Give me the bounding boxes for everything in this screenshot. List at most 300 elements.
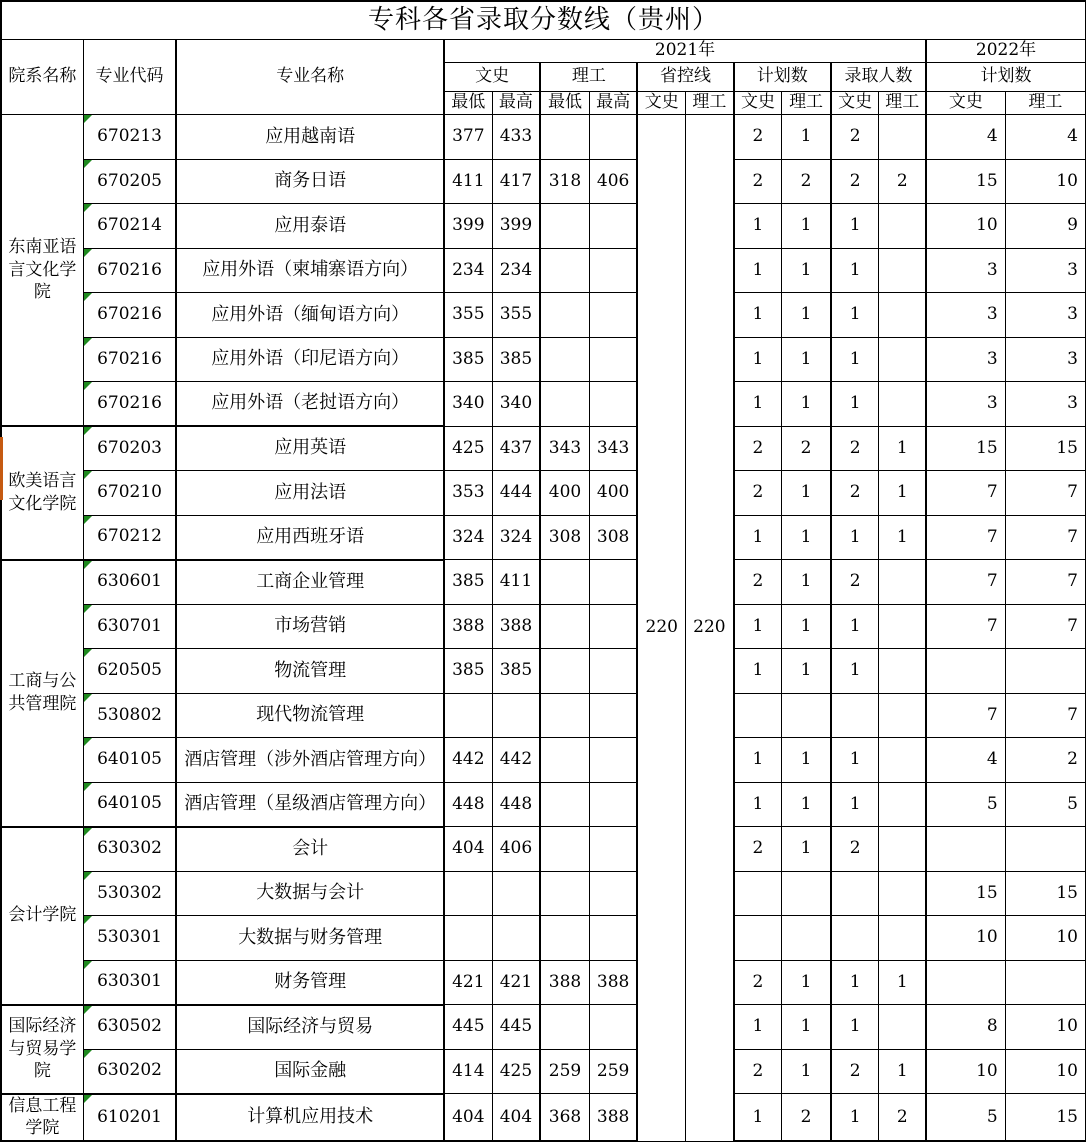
table-row [1, 248, 1086, 293]
admitted-lg-cell: 1 [879, 1049, 926, 1094]
text-as-number-corner-icon [84, 1050, 92, 1058]
lg-min-score-cell [540, 248, 589, 293]
lg-min-score-cell: 388 [540, 960, 589, 1005]
major-code: 630202 [97, 1060, 162, 1081]
group-header-admitted-count: 录取人数 [831, 63, 926, 92]
major-code: 530802 [97, 704, 162, 725]
plan-2022-ws-cell: 10 [926, 204, 1005, 249]
plan-2022-lg-cell: 3 [1005, 248, 1085, 293]
lg-min-score-cell: 368 [540, 1094, 589, 1142]
lg-min-score-cell [540, 649, 589, 694]
major-name-cell: 现代物流管理 [176, 693, 444, 738]
plan-2022-ws-cell: 10 [926, 916, 1005, 961]
admitted-ws-cell: 2 [831, 827, 879, 872]
subheader-lg-max: 最高 [589, 92, 637, 115]
plan-lg-cell: 1 [782, 115, 831, 160]
lg-min-score-cell [540, 1005, 589, 1050]
plan-ws-cell: 1 [734, 337, 782, 382]
plan-ws-cell: 1 [734, 604, 782, 649]
plan-2022-ws-cell: 15 [926, 426, 1005, 471]
admitted-lg-cell [879, 604, 926, 649]
table-row [1, 204, 1086, 249]
plan-lg-cell: 1 [782, 248, 831, 293]
major-code: 530301 [97, 927, 162, 948]
lg-max-score-cell [589, 560, 637, 605]
admitted-ws-cell: 2 [831, 159, 879, 204]
text-as-number-corner-icon [84, 1006, 92, 1014]
plan-2022-ws-cell: 7 [926, 471, 1005, 516]
plan-2022-lg-cell: 10 [1005, 1049, 1085, 1094]
major-code: 630302 [97, 838, 162, 859]
plan-lg-cell: 1 [782, 382, 831, 427]
plan-2022-ws-cell [926, 649, 1005, 694]
ws-min-score-cell [444, 693, 492, 738]
admitted-ws-cell: 2 [831, 115, 879, 160]
plan-2022-ws-cell: 5 [926, 782, 1005, 827]
lg-max-score-cell [589, 293, 637, 338]
lg-max-score-cell: 406 [589, 159, 637, 204]
admitted-lg-cell [879, 782, 926, 827]
major-code-cell [83, 471, 176, 516]
lg-min-score-cell [540, 916, 589, 961]
ws-max-score-cell: 324 [492, 515, 540, 560]
ws-min-score-cell: 377 [444, 115, 492, 160]
subheader-adm-lg: 理工 [879, 92, 926, 115]
plan-ws-cell: 1 [734, 204, 782, 249]
lg-min-score-cell: 343 [540, 426, 589, 471]
department-name-cell: 会计学院 [1, 827, 83, 1005]
major-code-cell [83, 515, 176, 560]
department-name-cell: 东南亚语言文化学院 [1, 115, 83, 427]
plan-lg-cell: 1 [782, 204, 831, 249]
major-code: 630502 [97, 1016, 162, 1037]
admitted-ws-cell: 1 [831, 1005, 879, 1050]
plan-2022-lg-cell: 4 [1005, 115, 1085, 160]
plan-2022-ws-cell [926, 827, 1005, 872]
major-name-cell: 商务日语 [176, 159, 444, 204]
ws-max-score-cell: 385 [492, 649, 540, 694]
lg-min-score-cell [540, 738, 589, 783]
text-as-number-corner-icon [84, 649, 92, 657]
major-code: 670205 [97, 170, 162, 191]
ws-min-score-cell: 340 [444, 382, 492, 427]
admitted-ws-cell [831, 871, 879, 916]
major-code: 530302 [97, 882, 162, 903]
plan-2022-ws-cell: 7 [926, 604, 1005, 649]
text-as-number-corner-icon [84, 561, 92, 569]
ws-max-score-cell: 437 [492, 426, 540, 471]
major-code-cell [83, 560, 176, 605]
lg-max-score-cell [589, 916, 637, 961]
plan-2022-ws-cell: 3 [926, 382, 1005, 427]
plan-ws-cell [734, 871, 782, 916]
plan-2022-lg-cell: 7 [1005, 515, 1085, 560]
lg-min-score-cell: 400 [540, 471, 589, 516]
plan-2022-ws-cell [926, 960, 1005, 1005]
major-code: 670214 [97, 215, 162, 236]
plan-2022-lg-cell: 7 [1005, 471, 1085, 516]
admitted-lg-cell [879, 738, 926, 783]
column-header-year-2021: 2021年 [444, 40, 926, 63]
ws-max-score-cell: 444 [492, 471, 540, 516]
major-code: 620505 [97, 660, 162, 681]
ws-max-score-cell [492, 916, 540, 961]
major-code: 670216 [97, 392, 162, 413]
table-row [1, 827, 1086, 872]
major-code-cell [83, 693, 176, 738]
text-as-number-corner-icon [84, 738, 92, 746]
table-row [1, 782, 1086, 827]
major-code-cell [83, 293, 176, 338]
lg-max-score-cell: 343 [589, 426, 637, 471]
text-as-number-corner-icon [84, 605, 92, 613]
plan-lg-cell: 1 [782, 471, 831, 516]
admitted-ws-cell [831, 693, 879, 738]
major-code-cell [83, 1005, 176, 1050]
ws-min-score-cell: 353 [444, 471, 492, 516]
major-name-cell: 应用外语（缅甸语方向） [176, 293, 444, 338]
major-name-cell: 大数据与会计 [176, 871, 444, 916]
major-code-cell [83, 916, 176, 961]
subheader-adm-ws: 文史 [831, 92, 879, 115]
lg-max-score-cell: 388 [589, 960, 637, 1005]
table-row [1, 337, 1086, 382]
lg-max-score-cell: 259 [589, 1049, 637, 1094]
plan-ws-cell: 2 [734, 471, 782, 516]
lg-min-score-cell [540, 337, 589, 382]
plan-2022-ws-cell: 5 [926, 1094, 1005, 1142]
lg-max-score-cell [589, 871, 637, 916]
plan-lg-cell: 1 [782, 649, 831, 694]
text-as-number-corner-icon [84, 961, 92, 969]
major-code-cell [83, 115, 176, 160]
lg-min-score-cell [540, 382, 589, 427]
text-as-number-corner-icon [84, 204, 92, 212]
major-code-cell [83, 871, 176, 916]
major-code: 640105 [97, 793, 162, 814]
plan-2022-lg-cell: 10 [1005, 159, 1085, 204]
text-as-number-corner-icon [84, 783, 92, 791]
plan-ws-cell: 2 [734, 960, 782, 1005]
table-row [1, 1049, 1086, 1094]
admitted-lg-cell [879, 693, 926, 738]
plan-ws-cell: 1 [734, 649, 782, 694]
lg-min-score-cell [540, 293, 589, 338]
ws-min-score-cell: 324 [444, 515, 492, 560]
major-name-cell: 酒店管理（星级酒店管理方向） [176, 782, 444, 827]
text-as-number-corner-icon [84, 916, 92, 924]
plan-lg-cell: 2 [782, 159, 831, 204]
plan-lg-cell: 1 [782, 560, 831, 605]
major-name-cell: 会计 [176, 827, 444, 872]
lg-max-score-cell [589, 337, 637, 382]
ws-max-score-cell: 385 [492, 337, 540, 382]
ws-min-score-cell: 448 [444, 782, 492, 827]
subheader-plan-ws: 文史 [734, 92, 782, 115]
department-name-cell: 信息工程学院 [1, 1094, 83, 1142]
ws-min-score-cell: 411 [444, 159, 492, 204]
lg-max-score-cell [589, 827, 637, 872]
admitted-ws-cell: 1 [831, 293, 879, 338]
lg-max-score-cell [589, 693, 637, 738]
plan-2022-ws-cell: 3 [926, 293, 1005, 338]
ws-min-score-cell: 385 [444, 337, 492, 382]
lg-min-score-cell: 259 [540, 1049, 589, 1094]
ws-max-score-cell [492, 871, 540, 916]
table-body [1, 115, 1086, 1142]
plan-2022-lg-cell: 10 [1005, 1005, 1085, 1050]
ws-max-score-cell: 355 [492, 293, 540, 338]
major-name-cell: 应用法语 [176, 471, 444, 516]
ws-max-score-cell: 433 [492, 115, 540, 160]
ws-min-score-cell: 385 [444, 649, 492, 694]
subheader-ctrl-lg: 理工 [686, 92, 734, 115]
table-row [1, 871, 1086, 916]
table-row [1, 560, 1086, 605]
major-code-cell [83, 782, 176, 827]
plan-lg-cell [782, 693, 831, 738]
major-code: 640105 [97, 749, 162, 770]
lg-max-score-cell [589, 1005, 637, 1050]
major-code-cell [83, 248, 176, 293]
admitted-ws-cell: 1 [831, 337, 879, 382]
column-header-code: 专业代码 [83, 40, 176, 115]
ws-min-score-cell: 404 [444, 1094, 492, 1142]
table-row [1, 1005, 1086, 1050]
page-title: 专科各省录取分数线（贵州） [1, 1, 1086, 40]
plan-lg-cell: 1 [782, 293, 831, 338]
admitted-lg-cell: 1 [879, 960, 926, 1005]
table-row [1, 960, 1086, 1005]
lg-max-score-cell [589, 649, 637, 694]
table-row [1, 693, 1086, 738]
lg-min-score-cell [540, 204, 589, 249]
table-row [1, 515, 1086, 560]
plan-lg-cell [782, 916, 831, 961]
table-row [1, 604, 1086, 649]
text-as-number-corner-icon [84, 160, 92, 168]
plan-ws-cell: 2 [734, 827, 782, 872]
subheader-ws-max: 最高 [492, 92, 540, 115]
ws-min-score-cell: 404 [444, 827, 492, 872]
plan-ws-cell: 1 [734, 782, 782, 827]
major-code-cell [83, 604, 176, 649]
major-code-cell [83, 426, 176, 471]
major-code: 630601 [97, 571, 162, 592]
plan-2022-lg-cell: 15 [1005, 871, 1085, 916]
lg-min-score-cell [540, 871, 589, 916]
ws-min-score-cell: 414 [444, 1049, 492, 1094]
subheader-p22-lg: 理工 [1005, 92, 1085, 115]
department-name-cell: 工商与公共管理院 [1, 560, 83, 827]
ws-min-score-cell: 442 [444, 738, 492, 783]
text-as-number-corner-icon [84, 115, 92, 123]
group-header-ligong: 理工 [540, 63, 637, 92]
admitted-lg-cell [879, 827, 926, 872]
plan-ws-cell: 1 [734, 1005, 782, 1050]
plan-ws-cell: 2 [734, 1049, 782, 1094]
ws-max-score-cell: 425 [492, 1049, 540, 1094]
major-name-cell: 应用泰语 [176, 204, 444, 249]
plan-ws-cell: 1 [734, 293, 782, 338]
plan-2022-ws-cell: 4 [926, 738, 1005, 783]
plan-ws-cell: 2 [734, 560, 782, 605]
major-code-cell [83, 337, 176, 382]
subheader-p22-ws: 文史 [926, 92, 1005, 115]
lg-max-score-cell: 308 [589, 515, 637, 560]
major-code: 610201 [97, 1106, 162, 1127]
admitted-ws-cell: 2 [831, 426, 879, 471]
column-header-dept: 院系名称 [1, 40, 83, 115]
table-row [1, 382, 1086, 427]
admitted-ws-cell: 1 [831, 604, 879, 649]
subheader-plan-lg: 理工 [782, 92, 831, 115]
plan-2022-ws-cell: 7 [926, 560, 1005, 605]
major-name-cell: 酒店管理（涉外酒店管理方向） [176, 738, 444, 783]
plan-lg-cell: 2 [782, 1094, 831, 1142]
table-title-row [1, 1, 1086, 40]
plan-2022-lg-cell: 5 [1005, 782, 1085, 827]
plan-lg-cell: 1 [782, 960, 831, 1005]
text-as-number-corner-icon [84, 872, 92, 880]
text-as-number-corner-icon [84, 471, 92, 479]
plan-ws-cell: 1 [734, 382, 782, 427]
text-as-number-corner-icon [84, 382, 92, 390]
major-code-cell [83, 1094, 176, 1142]
ws-max-score-cell: 442 [492, 738, 540, 783]
plan-2022-lg-cell: 7 [1005, 604, 1085, 649]
ws-min-score-cell: 388 [444, 604, 492, 649]
subheader-ctrl-ws: 文史 [637, 92, 685, 115]
plan-2022-ws-cell: 8 [926, 1005, 1005, 1050]
ws-min-score-cell: 421 [444, 960, 492, 1005]
major-code: 670212 [97, 526, 162, 547]
plan-2022-lg-cell: 7 [1005, 560, 1085, 605]
plan-lg-cell: 1 [782, 515, 831, 560]
table-row [1, 115, 1086, 160]
plan-ws-cell [734, 693, 782, 738]
major-code-cell [83, 827, 176, 872]
major-name-cell: 应用外语（老挝语方向） [176, 382, 444, 427]
lg-min-score-cell [540, 115, 589, 160]
admitted-lg-cell [879, 204, 926, 249]
group-header-control-line: 省控线 [637, 63, 733, 92]
ws-min-score-cell: 445 [444, 1005, 492, 1050]
plan-lg-cell: 1 [782, 738, 831, 783]
plan-2022-ws-cell: 15 [926, 871, 1005, 916]
department-name-cell: 欧美语言文化学院 [1, 426, 83, 560]
subheader-lg-min: 最低 [540, 92, 589, 115]
lg-min-score-cell: 308 [540, 515, 589, 560]
ws-max-score-cell: 404 [492, 1094, 540, 1142]
major-name-cell: 应用英语 [176, 426, 444, 471]
group-header-plan-count: 计划数 [734, 63, 831, 92]
group-header-wenshi: 文史 [444, 63, 540, 92]
plan-2022-lg-cell [1005, 649, 1085, 694]
major-code-cell [83, 204, 176, 249]
ws-max-score-cell: 445 [492, 1005, 540, 1050]
table-row [1, 159, 1086, 204]
plan-2022-lg-cell: 7 [1005, 693, 1085, 738]
text-as-number-corner-icon [84, 516, 92, 524]
admitted-lg-cell [879, 293, 926, 338]
lg-max-score-cell [589, 382, 637, 427]
plan-2022-lg-cell: 3 [1005, 293, 1085, 338]
ws-max-score-cell: 388 [492, 604, 540, 649]
plan-2022-lg-cell: 3 [1005, 337, 1085, 382]
admitted-lg-cell: 1 [879, 471, 926, 516]
plan-ws-cell: 2 [734, 159, 782, 204]
plan-lg-cell: 1 [782, 337, 831, 382]
plan-2022-lg-cell: 2 [1005, 738, 1085, 783]
plan-ws-cell: 2 [734, 426, 782, 471]
department-name-cell: 国际经济与贸易学院 [1, 1005, 83, 1094]
plan-ws-cell [734, 916, 782, 961]
major-code: 670216 [97, 348, 162, 369]
admitted-ws-cell: 1 [831, 1094, 879, 1142]
major-name-cell: 应用西班牙语 [176, 515, 444, 560]
lg-max-score-cell [589, 782, 637, 827]
plan-2022-lg-cell: 15 [1005, 426, 1085, 471]
plan-2022-lg-cell [1005, 960, 1085, 1005]
admitted-lg-cell [879, 916, 926, 961]
major-code-cell [83, 1049, 176, 1094]
major-name-cell: 计算机应用技术 [176, 1094, 444, 1142]
column-header-major: 专业名称 [176, 40, 444, 115]
major-name-cell: 应用外语（柬埔寨语方向） [176, 248, 444, 293]
admitted-lg-cell [879, 115, 926, 160]
ws-min-score-cell: 355 [444, 293, 492, 338]
table-row [1, 916, 1086, 961]
ws-min-score-cell: 385 [444, 560, 492, 605]
text-as-number-corner-icon [84, 293, 92, 301]
text-as-number-corner-icon [84, 427, 92, 435]
lg-min-score-cell [540, 827, 589, 872]
ws-max-score-cell: 340 [492, 382, 540, 427]
ws-max-score-cell: 399 [492, 204, 540, 249]
admitted-lg-cell: 2 [879, 159, 926, 204]
ws-max-score-cell: 411 [492, 560, 540, 605]
lg-max-score-cell: 388 [589, 1094, 637, 1142]
table-row [1, 738, 1086, 783]
admitted-lg-cell [879, 649, 926, 694]
text-as-number-corner-icon [84, 828, 92, 836]
text-as-number-corner-icon [84, 249, 92, 257]
admitted-ws-cell: 2 [831, 471, 879, 516]
major-code: 670210 [97, 482, 162, 503]
group-header-plan-count-2022: 计划数 [926, 63, 1085, 92]
admitted-ws-cell: 1 [831, 738, 879, 783]
admitted-lg-cell [879, 337, 926, 382]
major-name-cell: 物流管理 [176, 649, 444, 694]
plan-2022-ws-cell: 4 [926, 115, 1005, 160]
major-name-cell: 国际金融 [176, 1049, 444, 1094]
province-control-line-cell: 220 [637, 115, 685, 1142]
admitted-ws-cell: 2 [831, 560, 879, 605]
admitted-ws-cell: 1 [831, 382, 879, 427]
admitted-ws-cell: 1 [831, 248, 879, 293]
ws-min-score-cell [444, 871, 492, 916]
plan-2022-lg-cell: 9 [1005, 204, 1085, 249]
plan-ws-cell: 1 [734, 1094, 782, 1142]
major-code-cell [83, 649, 176, 694]
admitted-ws-cell: 1 [831, 649, 879, 694]
ws-max-score-cell: 417 [492, 159, 540, 204]
plan-2022-ws-cell: 7 [926, 693, 1005, 738]
major-code: 670213 [97, 126, 162, 147]
ws-min-score-cell: 425 [444, 426, 492, 471]
plan-2022-lg-cell: 15 [1005, 1094, 1085, 1142]
